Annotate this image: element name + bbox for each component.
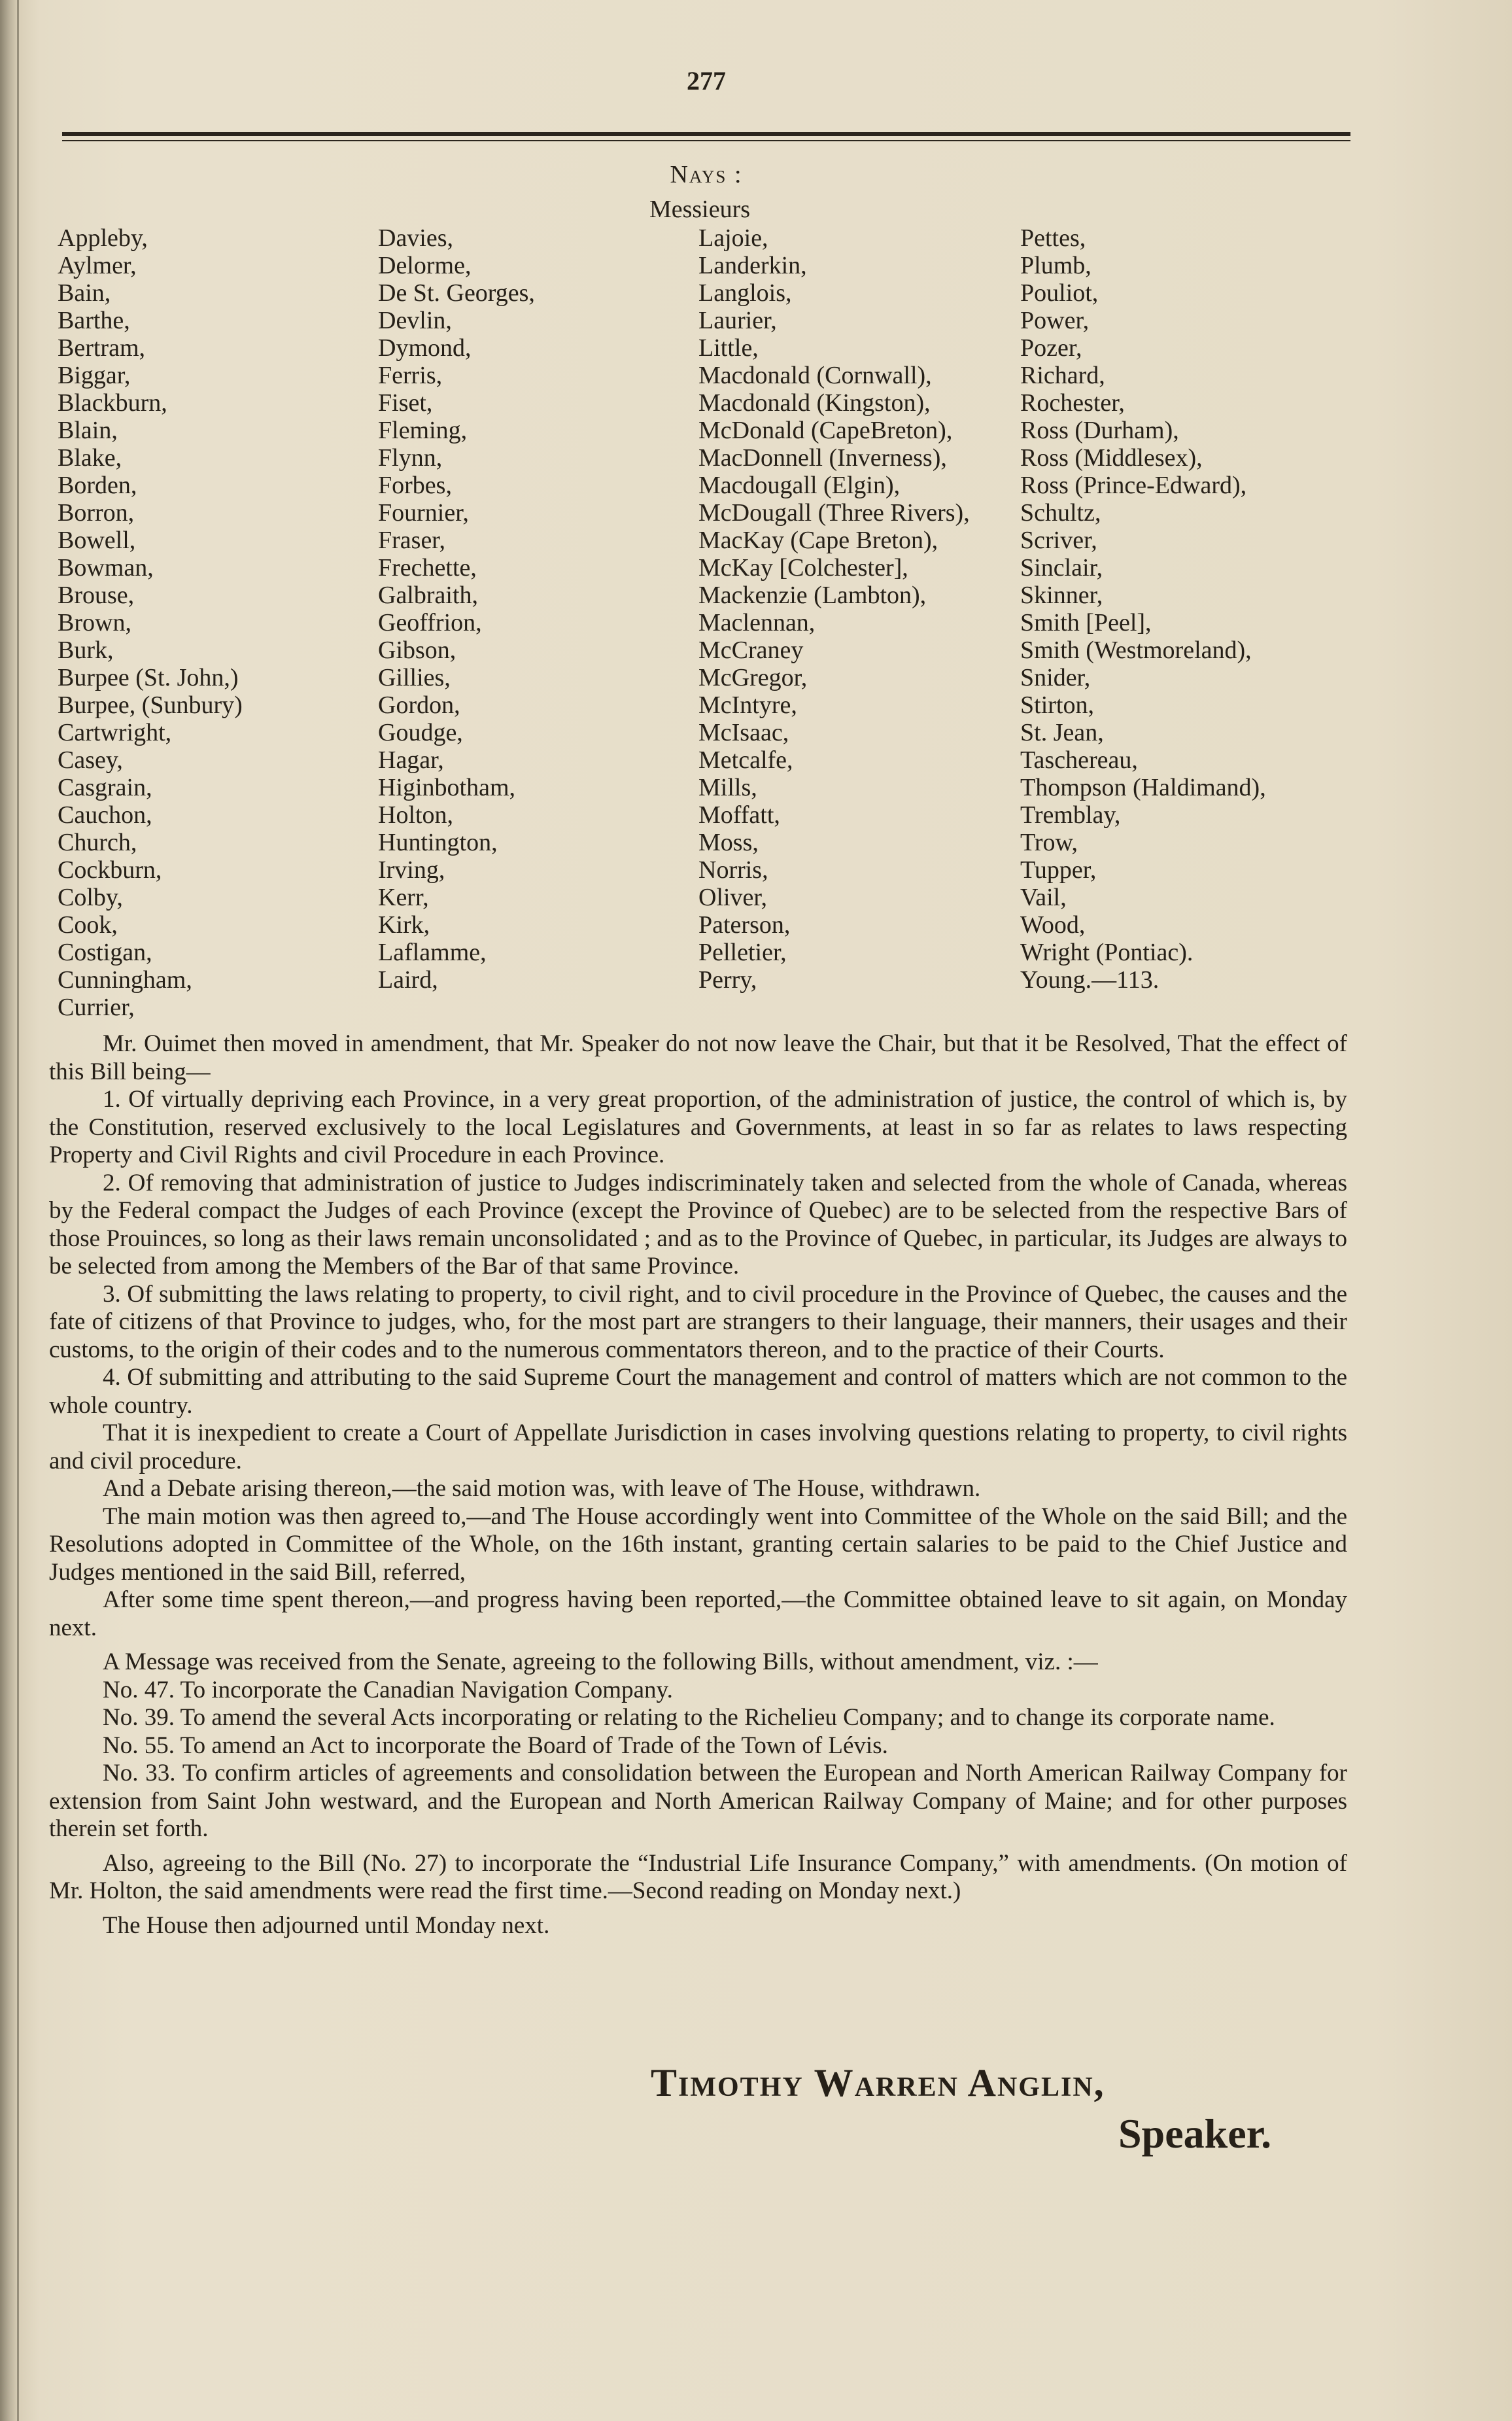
paragraph-point-2: 2. Of removing that administration of justice to Judges indiscriminately taken and selected from the whole of Canada, whereas by the Federal compact the Judges of each Province (except the Province of Quebec) are to be selected from the respective Bars of those Prouinces, so long as their laws remain unconsolidated ; and as to the Province of Quebec, in particular, its Judges are always to be selected from among the Members of the Bar of that same Province. xyxy=(49,1169,1347,1280)
member-name: Galbraith, xyxy=(378,582,479,609)
paragraph-bill-55: No. 55. To amend an Act to incorporate the Board of Trade of the Town of Lévis. xyxy=(103,1732,888,1759)
member-name: Davies, xyxy=(378,224,454,252)
member-name: McCraney xyxy=(698,636,804,664)
member-name: Smith (Westmoreland), xyxy=(1020,636,1252,664)
member-name: Higinbotham, xyxy=(378,774,516,801)
binding-shadow-line xyxy=(17,0,19,2421)
paragraph-bill-39: No. 39. To amend the several Acts incorporating or relating to the Richelieu Company; and to change its corporate name. xyxy=(103,1704,1275,1731)
member-name: Metcalfe, xyxy=(698,746,793,774)
member-name: Vail, xyxy=(1020,884,1067,911)
paragraph-point-3: 3. Of submitting the laws relating to property, to civil right, and to civil procedure in the Province of Quebec, the causes and the fate of citizens of that Province to judges, who, for the most part are strangers to their language, their manners, their usages and their customs, to the origin of their codes and to the numerous commentators thereon, and to the practice of their Courts. xyxy=(49,1280,1347,1363)
member-name: Blackburn, xyxy=(58,389,167,417)
member-name: Kerr, xyxy=(378,884,429,911)
member-name: Flynn, xyxy=(378,444,443,472)
member-name: Rochester, xyxy=(1020,389,1125,417)
member-name: Cook, xyxy=(58,911,118,939)
member-name: Tupper, xyxy=(1020,856,1097,884)
paragraph-main-motion: The main motion was then agreed to,—and The House accordingly went into Committee of the Whole on the said Bill; and the Resolutions adopted in Committee of the Whole, on the 16th instant, granting certain salaries to be paid to the Chief Justice and Judges mentioned in the said Bill, referred, xyxy=(49,1503,1347,1586)
member-name: Wood, xyxy=(1020,911,1086,939)
paragraph-bill-47: No. 47. To incorporate the Canadian Navigation Company. xyxy=(103,1676,673,1703)
member-name: Forbes, xyxy=(378,472,452,499)
paragraph-debate: And a Debate arising thereon,—the said motion was, with leave of The House, withdrawn. xyxy=(103,1475,981,1502)
member-name: Langlois, xyxy=(698,279,792,307)
names-column-3 xyxy=(698,224,970,994)
member-name: Frechette, xyxy=(378,554,477,582)
member-name: Power, xyxy=(1020,307,1090,334)
member-name: McDonald (CapeBreton), xyxy=(698,417,953,444)
member-name: Dymond, xyxy=(378,334,472,362)
member-name: Landerkin, xyxy=(698,252,807,279)
proceedings-text xyxy=(49,1030,1347,1940)
member-name: MacDonnell (Inverness), xyxy=(698,444,947,472)
member-name: McDougall (Three Rivers), xyxy=(698,499,970,527)
member-name: Tremblay, xyxy=(1020,801,1121,829)
member-name: Burpee, (Sunbury) xyxy=(58,691,243,719)
member-name: Sinclair, xyxy=(1020,554,1103,582)
names-column-1 xyxy=(58,224,243,1021)
member-name: Pettes, xyxy=(1020,224,1086,252)
member-name: Richard, xyxy=(1020,362,1105,389)
member-name: Ferris, xyxy=(378,362,443,389)
member-name: Stirton, xyxy=(1020,691,1094,719)
page-number: 277 xyxy=(687,66,726,96)
member-name: Burk, xyxy=(58,636,114,664)
member-name: Gibson, xyxy=(378,636,456,664)
member-name: Costigan, xyxy=(58,939,152,966)
member-name: Young.—113. xyxy=(1020,966,1160,994)
member-name: Norris, xyxy=(698,856,768,884)
member-name: Borden, xyxy=(58,472,137,499)
names-column-4 xyxy=(1020,224,1266,994)
member-name: Bowell, xyxy=(58,527,136,554)
member-name: Fraser, xyxy=(378,527,445,554)
member-name: Thompson (Haldimand), xyxy=(1020,774,1266,801)
member-name: Holton, xyxy=(378,801,454,829)
member-name: Casgrain, xyxy=(58,774,152,801)
member-name: Cauchon, xyxy=(58,801,152,829)
messieurs-subheading: Messieurs xyxy=(649,196,751,223)
member-name: St. Jean, xyxy=(1020,719,1104,746)
member-name: Fiset, xyxy=(378,389,433,417)
member-name: Geoffrion, xyxy=(378,609,482,636)
member-name: Casey, xyxy=(58,746,123,774)
member-name: Skinner, xyxy=(1020,582,1103,609)
member-name: Blain, xyxy=(58,417,118,444)
member-name: Mills, xyxy=(698,774,757,801)
member-name: McIsaac, xyxy=(698,719,789,746)
member-name: Perry, xyxy=(698,966,757,994)
speaker-name: Timothy Warren Anglin, xyxy=(651,2061,1105,2104)
member-name: Pozer, xyxy=(1020,334,1082,362)
member-name: Macdonald (Cornwall), xyxy=(698,362,932,389)
member-name: McIntyre, xyxy=(698,691,797,719)
member-name: De St. Georges, xyxy=(378,279,535,307)
member-name: Laird, xyxy=(378,966,438,994)
member-name: Moss, xyxy=(698,829,759,856)
member-name: Colby, xyxy=(58,884,123,911)
member-name: Devlin, xyxy=(378,307,452,334)
member-name: Wright (Pontiac). xyxy=(1020,939,1194,966)
member-name: Taschereau, xyxy=(1020,746,1138,774)
member-name: Gillies, xyxy=(378,664,451,691)
member-name: Snider, xyxy=(1020,664,1091,691)
member-name: Scriver, xyxy=(1020,527,1097,554)
member-name: Burpee (St. John,) xyxy=(58,664,239,691)
paragraph-adjourned: The House then adjourned until Monday next. xyxy=(103,1911,550,1939)
member-name: Macdougall (Elgin), xyxy=(698,472,901,499)
paragraph-progress: After some time spent thereon,—and progress having been reported,—the Committee obtained leave to sit again, on Monday next. xyxy=(49,1586,1347,1641)
member-name: Biggar, xyxy=(58,362,131,389)
paragraph-bill-27: Also, agreeing to the Bill (No. 27) to incorporate the “Industrial Life Insurance Company,” with amendments. (On motion of Mr. Holton, the said amendments were read the first time.—Second reading on Monday next.) xyxy=(49,1849,1347,1904)
member-name: Cunningham, xyxy=(58,966,192,994)
names-column-2 xyxy=(378,224,535,994)
speaker-title: Speaker. xyxy=(1118,2110,1272,2157)
member-name: Macdonald (Kingston), xyxy=(698,389,931,417)
member-name: Church, xyxy=(58,829,137,856)
member-name: Kirk, xyxy=(378,911,430,939)
member-name: Plumb, xyxy=(1020,252,1091,279)
member-name: Lajoie, xyxy=(698,224,768,252)
paragraph-amendment: Mr. Ouimet then moved in amendment, that Mr. Speaker do not now leave the Chair, but that it be Resolved, That the effect of this Bill being— xyxy=(49,1030,1347,1085)
binding-edge xyxy=(0,0,17,2421)
member-name: Schultz, xyxy=(1020,499,1101,527)
member-name: Hagar, xyxy=(378,746,444,774)
member-name: Trow, xyxy=(1020,829,1078,856)
member-name: Pelletier, xyxy=(698,939,787,966)
member-name: Mackenzie (Lambton), xyxy=(698,582,927,609)
member-name: Laflamme, xyxy=(378,939,487,966)
member-name: Laurier, xyxy=(698,307,777,334)
member-name: Oliver, xyxy=(698,884,768,911)
member-name: Huntington, xyxy=(378,829,498,856)
member-name: Goudge, xyxy=(378,719,463,746)
member-name: Brown, xyxy=(58,609,131,636)
member-name: McGregor, xyxy=(698,664,808,691)
member-name: Bain, xyxy=(58,279,111,307)
member-name: Fleming, xyxy=(378,417,468,444)
member-name: MacKay (Cape Breton), xyxy=(698,527,938,554)
nays-heading: Nays : xyxy=(670,161,743,188)
member-name: Smith [Peel], xyxy=(1020,609,1152,636)
member-name: Ross (Durham), xyxy=(1020,417,1179,444)
paragraph-bill-33: No. 33. To confirm articles of agreements and consolidation between the European and North American Railway Company for extension from Saint John westward, and the European and North American Railway Company of Maine; and for other purposes therein set forth. xyxy=(49,1760,1347,1842)
member-name: Fournier, xyxy=(378,499,469,527)
member-name: Appleby, xyxy=(58,224,148,252)
member-name: Ross (Prince-Edward), xyxy=(1020,472,1247,499)
paragraph-inexpedient: That it is inexpedient to create a Court of Appellate Jurisdiction in cases involving questions relating to property, to civil rights and civil procedure. xyxy=(49,1420,1347,1474)
member-name: Cartwright, xyxy=(58,719,172,746)
member-name: Moffatt, xyxy=(698,801,780,829)
member-name: Blake, xyxy=(58,444,122,472)
member-name: Pouliot, xyxy=(1020,279,1099,307)
paragraph-point-1: 1. Of virtually depriving each Province, in a very great proportion, of the administration of justice, the control of which is, by the Constitution, reserved exclusively to the local Legislatures and Governments, at least in so far as relates to laws respecting Property and Civil Rights and civil Procedure in each Province. xyxy=(49,1086,1347,1168)
member-name: McKay [Colchester], xyxy=(698,554,908,582)
header-rule-thin xyxy=(62,140,1350,141)
member-name: Bertram, xyxy=(58,334,146,362)
member-name: Aylmer, xyxy=(58,252,137,279)
header-rule-thick xyxy=(62,132,1350,136)
member-name: Borron, xyxy=(58,499,135,527)
paragraph-point-4: 4. Of submitting and attributing to the said Supreme Court the management and control of matters which are not common to the whole country. xyxy=(49,1364,1347,1419)
member-name: Maclennan, xyxy=(698,609,816,636)
member-name: Cockburn, xyxy=(58,856,162,884)
member-name: Currier, xyxy=(58,994,135,1021)
member-name: Brouse, xyxy=(58,582,135,609)
member-name: Ross (Middlesex), xyxy=(1020,444,1203,472)
paragraph-senate-message: A Message was received from the Senate, agreeing to the following Bills, without amendment, viz. :— xyxy=(103,1648,1098,1675)
member-name: Little, xyxy=(698,334,759,362)
member-name: Bowman, xyxy=(58,554,154,582)
member-name: Barthe, xyxy=(58,307,130,334)
member-name: Paterson, xyxy=(698,911,791,939)
member-name: Gordon, xyxy=(378,691,460,719)
member-name: Irving, xyxy=(378,856,445,884)
member-name: Delorme, xyxy=(378,252,472,279)
